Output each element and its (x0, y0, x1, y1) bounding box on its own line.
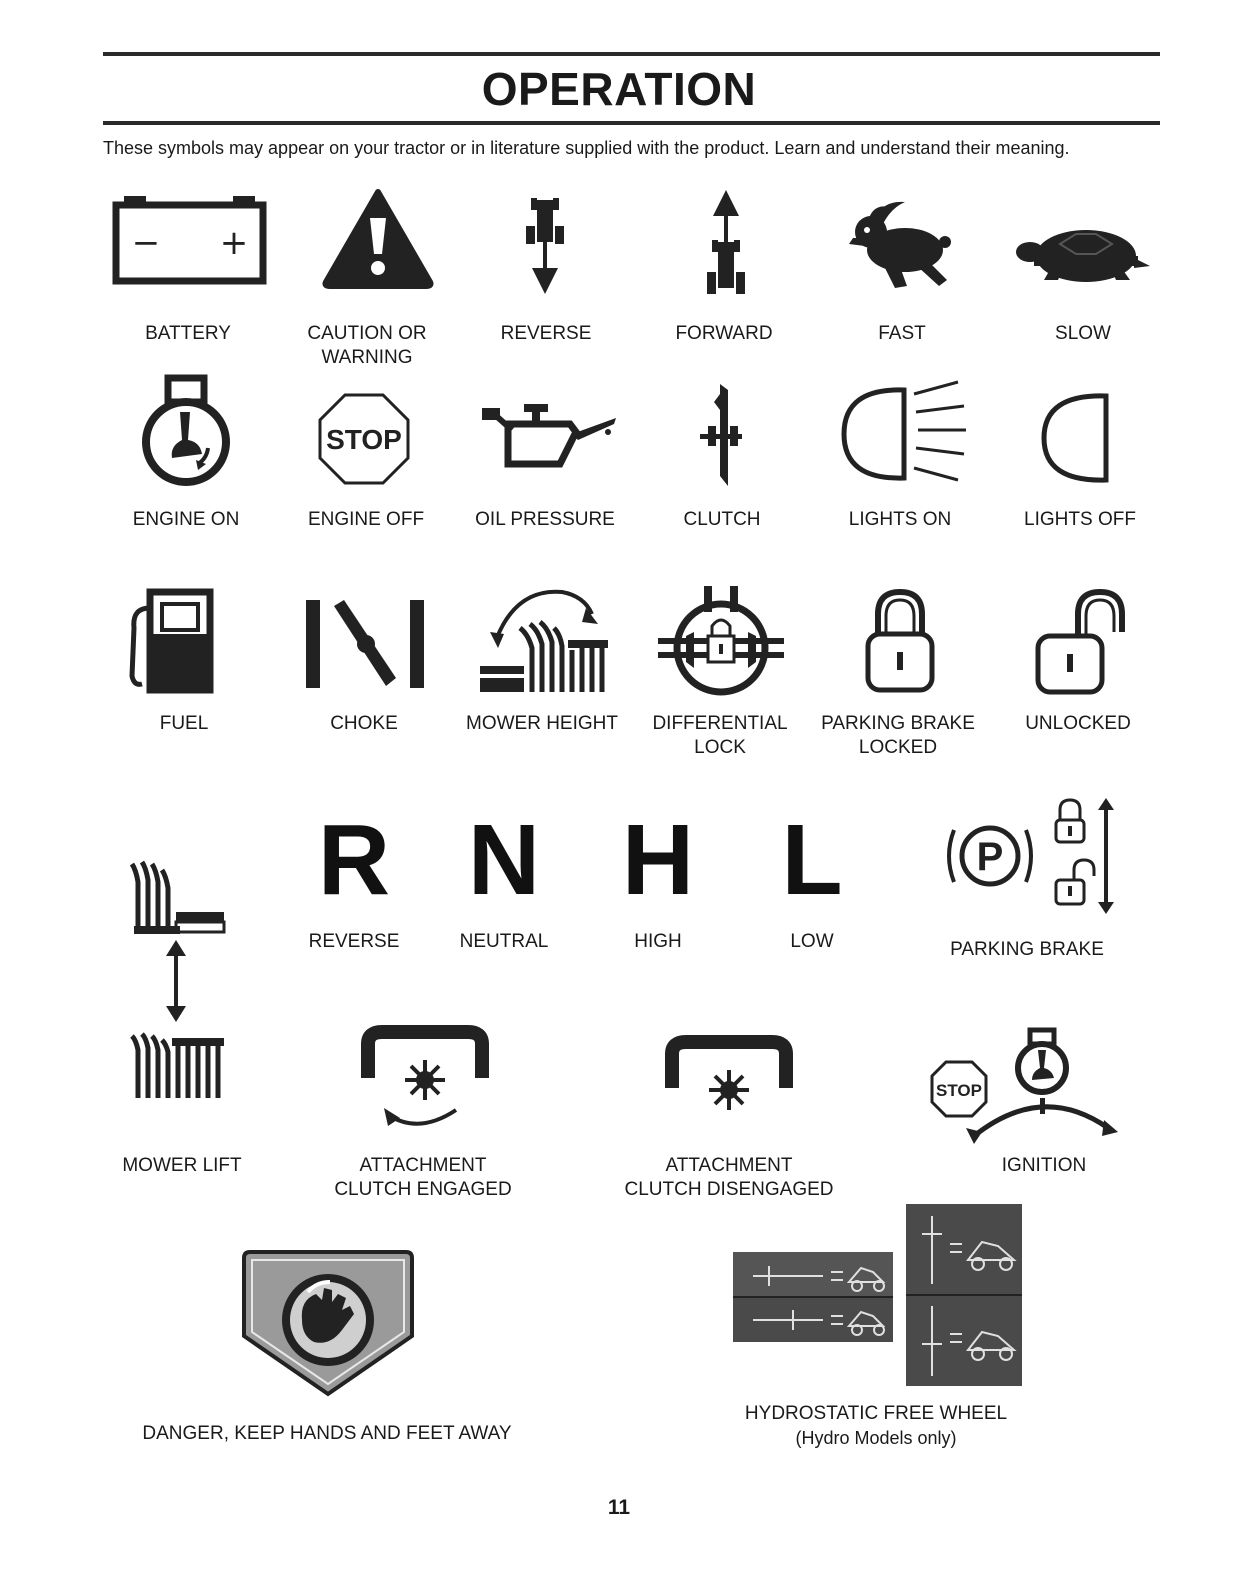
caution-icon (322, 188, 434, 288)
label-ignition: IGNITION (1001, 1155, 1087, 1176)
label-engine-off: ENGINE OFF (307, 509, 425, 530)
forward-icon (705, 188, 747, 296)
fuel-pump-icon (128, 588, 218, 696)
label-mower-lift: MOWER LIFT (122, 1155, 242, 1176)
differential-lock-icon (656, 586, 786, 698)
ignition-stop-text: STOP (936, 1081, 982, 1100)
page-title: OPERATION (481, 63, 757, 115)
label-gear-neutral: NEUTRAL (459, 931, 549, 952)
label-parking-locked-line2: LOCKED (858, 737, 938, 758)
ignition-icon (928, 1028, 1122, 1144)
battery-minus: − (131, 223, 161, 263)
hydro-decal-left-icon (733, 1252, 893, 1342)
stop-sign-text: STOP (326, 424, 402, 455)
label-fuel: FUEL (159, 713, 209, 734)
engine-on-icon (136, 376, 236, 486)
attachment-disengaged-icon (664, 1036, 794, 1122)
label-oil-pressure: OIL PRESSURE (475, 509, 615, 530)
label-gear-reverse: REVERSE (308, 931, 400, 952)
label-gear-low: LOW (790, 931, 834, 952)
top-rule (103, 52, 1160, 56)
label-danger: DANGER, KEEP HANDS AND FEET AWAY (142, 1423, 512, 1444)
label-mower-height: MOWER HEIGHT (466, 713, 618, 734)
label-caution-line2: WARNING (321, 347, 413, 368)
battery-plus: + (219, 223, 249, 263)
lights-on-icon (838, 376, 968, 492)
hydro-decal-right-icon (906, 1204, 1022, 1386)
gear-letter-h: H (621, 804, 695, 916)
label-diff-lock-line1: DIFFERENTIAL (652, 713, 788, 734)
label-parking-locked-line1: PARKING BRAKE (821, 713, 975, 734)
label-att-engaged-line1: ATTACHMENT (359, 1155, 487, 1176)
label-fast: FAST (878, 323, 926, 344)
choke-icon (304, 598, 426, 690)
parking-lock-icon (864, 586, 936, 696)
label-unlocked: UNLOCKED (1025, 713, 1131, 734)
label-att-engaged-line2: CLUTCH ENGAGED (334, 1179, 512, 1200)
label-att-disengaged-line1: ATTACHMENT (665, 1155, 793, 1176)
clutch-icon (698, 380, 744, 490)
label-reverse: REVERSE (500, 323, 592, 344)
reverse-icon (524, 196, 566, 296)
gear-letter-l: L (781, 804, 843, 916)
rabbit-icon (843, 198, 951, 293)
gear-letter-r: R (317, 804, 391, 916)
intro-text: These symbols may appear on your tractor or in literature supplied with the product. Learn and understand their meaning. (103, 138, 1070, 158)
label-slow: SLOW (1055, 323, 1111, 344)
label-engine-on: ENGINE ON (132, 509, 240, 530)
label-diff-lock-line2: LOCK (694, 737, 746, 758)
label-att-disengaged-line2: CLUTCH DISENGAGED (624, 1179, 834, 1200)
attachment-engaged-icon (360, 1026, 490, 1132)
label-clutch: CLUTCH (683, 509, 761, 530)
page-number: 11 (607, 1496, 631, 1519)
unlocked-icon (1034, 586, 1134, 698)
label-forward: FORWARD (675, 323, 773, 344)
label-lights-on: LIGHTS ON (848, 509, 952, 530)
parking-brake-icon (940, 796, 1120, 916)
label-battery: BATTERY (145, 323, 231, 344)
mower-lift-icon (132, 860, 228, 1100)
parking-brake-p: P (976, 835, 1004, 879)
battery-icon (112, 196, 267, 286)
label-hydro-line1: HYDROSTATIC FREE WHEEL (744, 1403, 1008, 1424)
stop-sign-icon (317, 392, 411, 486)
label-parking-brake: PARKING BRAKE (950, 939, 1104, 960)
turtle-icon (1016, 222, 1150, 284)
oil-can-icon (480, 402, 620, 472)
lights-off-icon (1040, 392, 1114, 484)
label-hydro-line2: (Hydro Models only) (795, 1428, 957, 1448)
label-lights-off: LIGHTS OFF (1024, 509, 1136, 530)
label-caution-line1: CAUTION OR (307, 323, 427, 344)
danger-hands-icon (238, 1248, 418, 1398)
title-rule (103, 121, 1160, 125)
gear-letter-n: N (467, 804, 541, 916)
label-gear-high: HIGH (634, 931, 682, 952)
label-choke: CHOKE (330, 713, 398, 734)
mower-height-icon (476, 584, 612, 696)
